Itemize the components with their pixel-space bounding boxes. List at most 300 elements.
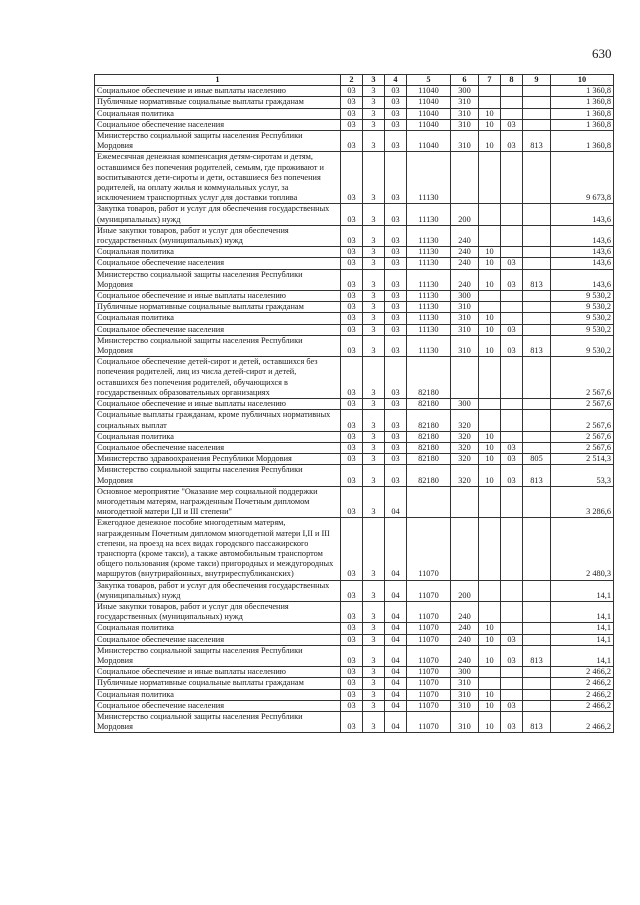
row-cell bbox=[501, 399, 523, 410]
row-cell: 82180 bbox=[407, 357, 451, 399]
row-cell: 2 514,3 bbox=[551, 454, 614, 465]
row-cell: 03 bbox=[341, 700, 363, 711]
row-cell: 240 bbox=[451, 258, 479, 269]
row-label: Публичные нормативные социальные выплаты гражданам bbox=[95, 678, 341, 689]
row-cell: 10 bbox=[479, 131, 501, 152]
row-cell bbox=[523, 399, 551, 410]
row-cell bbox=[523, 152, 551, 204]
row-cell: 9 673,8 bbox=[551, 152, 614, 204]
row-cell: 240 bbox=[451, 645, 479, 666]
row-label: Ежегодное денежное пособие многодетным матерям, награжденным Почетным дипломом многодетной матери I,II и III степени, на проезд на всех видах городского пассажирского транспорта (кроме такси), а также автомобильным транспортом общего пользования (кроме такси) пригородных и междугородных маршрутов (внутрирайонных, внутриреспубликанских) bbox=[95, 518, 341, 580]
row-cell bbox=[523, 86, 551, 97]
row-cell: 11040 bbox=[407, 86, 451, 97]
row-cell bbox=[523, 324, 551, 335]
row-label: Министерство социальной защиты населения Республики Мордовия bbox=[95, 131, 341, 152]
row-cell: 2 567,6 bbox=[551, 442, 614, 453]
row-cell bbox=[479, 86, 501, 97]
row-cell: 310 bbox=[451, 711, 479, 732]
row-cell: 2 466,2 bbox=[551, 667, 614, 678]
row-cell: 1 360,8 bbox=[551, 108, 614, 119]
row-cell: 11070 bbox=[407, 623, 451, 634]
row-cell: 3 bbox=[363, 302, 385, 313]
row-cell: 14,1 bbox=[551, 645, 614, 666]
row-cell: 03 bbox=[385, 108, 407, 119]
budget-table bbox=[94, 74, 614, 733]
row-cell: 300 bbox=[451, 399, 479, 410]
row-cell: 03 bbox=[341, 689, 363, 700]
row-cell: 03 bbox=[341, 269, 363, 290]
row-cell: 04 bbox=[385, 678, 407, 689]
row-cell: 3 bbox=[363, 580, 385, 601]
row-label: Социальное обеспечение населения bbox=[95, 258, 341, 269]
row-cell: 813 bbox=[523, 645, 551, 666]
row-cell: 03 bbox=[341, 324, 363, 335]
table-row bbox=[95, 313, 614, 324]
row-cell: 04 bbox=[385, 711, 407, 732]
row-cell: 03 bbox=[341, 465, 363, 486]
row-cell: 11070 bbox=[407, 667, 451, 678]
row-cell: 03 bbox=[341, 454, 363, 465]
table-row bbox=[95, 324, 614, 335]
row-cell bbox=[501, 204, 523, 225]
row-cell: 10 bbox=[479, 269, 501, 290]
row-label: Социальное обеспечение и иные выплаты населению bbox=[95, 399, 341, 410]
row-cell bbox=[479, 152, 501, 204]
row-cell: 03 bbox=[385, 152, 407, 204]
row-cell bbox=[479, 302, 501, 313]
row-cell: 11130 bbox=[407, 225, 451, 246]
table-row bbox=[95, 580, 614, 601]
row-cell: 11130 bbox=[407, 269, 451, 290]
row-cell bbox=[523, 700, 551, 711]
row-cell: 813 bbox=[523, 131, 551, 152]
row-cell: 10 bbox=[479, 442, 501, 453]
row-label: Социальное обеспечение населения bbox=[95, 700, 341, 711]
row-cell: 10 bbox=[479, 689, 501, 700]
row-cell: 11040 bbox=[407, 119, 451, 130]
row-label: Публичные нормативные социальные выплаты гражданам bbox=[95, 97, 341, 108]
row-cell: 03 bbox=[501, 335, 523, 356]
row-cell: 03 bbox=[385, 119, 407, 130]
row-cell: 143,6 bbox=[551, 247, 614, 258]
row-cell bbox=[501, 108, 523, 119]
table-row bbox=[95, 667, 614, 678]
row-cell: 11070 bbox=[407, 711, 451, 732]
row-cell: 813 bbox=[523, 335, 551, 356]
row-label: Социальная политика bbox=[95, 108, 341, 119]
row-cell: 04 bbox=[385, 700, 407, 711]
row-cell: 143,6 bbox=[551, 225, 614, 246]
row-cell: 2 466,2 bbox=[551, 711, 614, 732]
row-cell bbox=[479, 601, 501, 622]
col-header: 6 bbox=[451, 75, 479, 86]
row-cell: 03 bbox=[341, 247, 363, 258]
row-label: Социальное обеспечение населения bbox=[95, 119, 341, 130]
row-cell bbox=[479, 399, 501, 410]
page-number: 630 bbox=[592, 46, 612, 61]
row-cell: 03 bbox=[341, 119, 363, 130]
row-cell: 3 bbox=[363, 667, 385, 678]
row-cell: 03 bbox=[385, 269, 407, 290]
row-label: Министерство социальной защиты населения Республики Мордовия bbox=[95, 645, 341, 666]
row-cell: 310 bbox=[451, 689, 479, 700]
row-cell: 03 bbox=[341, 335, 363, 356]
row-cell: 11130 bbox=[407, 152, 451, 204]
row-cell: 3 bbox=[363, 247, 385, 258]
row-cell: 82180 bbox=[407, 431, 451, 442]
row-cell: 03 bbox=[501, 711, 523, 732]
row-cell: 03 bbox=[341, 313, 363, 324]
row-label: Публичные нормативные социальные выплаты гражданам bbox=[95, 302, 341, 313]
table-row bbox=[95, 86, 614, 97]
row-cell: 03 bbox=[341, 204, 363, 225]
row-cell: 310 bbox=[451, 302, 479, 313]
col-header: 2 bbox=[341, 75, 363, 86]
row-cell: 310 bbox=[451, 119, 479, 130]
row-cell bbox=[501, 431, 523, 442]
row-cell: 10 bbox=[479, 454, 501, 465]
row-cell: 813 bbox=[523, 269, 551, 290]
row-cell bbox=[523, 580, 551, 601]
row-cell bbox=[451, 486, 479, 518]
row-cell: 10 bbox=[479, 634, 501, 645]
row-cell: 3 bbox=[363, 291, 385, 302]
row-cell: 3 bbox=[363, 486, 385, 518]
row-cell bbox=[523, 634, 551, 645]
row-cell: 3 bbox=[363, 689, 385, 700]
row-cell: 03 bbox=[385, 324, 407, 335]
row-cell: 82180 bbox=[407, 465, 451, 486]
row-cell: 320 bbox=[451, 431, 479, 442]
row-cell: 9 530,2 bbox=[551, 291, 614, 302]
row-cell: 2 567,6 bbox=[551, 410, 614, 431]
row-cell: 10 bbox=[479, 711, 501, 732]
row-cell: 03 bbox=[341, 357, 363, 399]
row-cell: 14,1 bbox=[551, 601, 614, 622]
row-cell: 10 bbox=[479, 258, 501, 269]
row-cell: 03 bbox=[341, 131, 363, 152]
table-row bbox=[95, 399, 614, 410]
col-header: 4 bbox=[385, 75, 407, 86]
row-cell: 03 bbox=[501, 324, 523, 335]
row-cell: 3 bbox=[363, 131, 385, 152]
row-cell: 03 bbox=[385, 454, 407, 465]
table-row bbox=[95, 689, 614, 700]
row-cell bbox=[501, 689, 523, 700]
table-row bbox=[95, 486, 614, 518]
row-cell: 03 bbox=[341, 442, 363, 453]
row-cell: 200 bbox=[451, 204, 479, 225]
row-cell: 82180 bbox=[407, 442, 451, 453]
row-cell: 3 bbox=[363, 324, 385, 335]
table-row bbox=[95, 247, 614, 258]
row-cell: 03 bbox=[341, 108, 363, 119]
table-row bbox=[95, 97, 614, 108]
row-cell bbox=[451, 518, 479, 580]
row-cell: 03 bbox=[385, 291, 407, 302]
row-cell: 310 bbox=[451, 131, 479, 152]
row-cell bbox=[501, 667, 523, 678]
row-cell: 3 bbox=[363, 119, 385, 130]
row-cell: 2 567,6 bbox=[551, 357, 614, 399]
row-cell: 10 bbox=[479, 465, 501, 486]
row-cell: 3 bbox=[363, 225, 385, 246]
table-row bbox=[95, 258, 614, 269]
row-cell: 14,1 bbox=[551, 580, 614, 601]
row-cell: 10 bbox=[479, 623, 501, 634]
row-cell: 03 bbox=[501, 258, 523, 269]
row-cell bbox=[501, 410, 523, 431]
row-cell: 2 567,6 bbox=[551, 431, 614, 442]
row-cell: 3 286,6 bbox=[551, 486, 614, 518]
row-cell: 9 530,2 bbox=[551, 335, 614, 356]
col-header: 5 bbox=[407, 75, 451, 86]
row-cell: 82180 bbox=[407, 410, 451, 431]
row-label: Социальное обеспечение населения bbox=[95, 634, 341, 645]
row-cell: 03 bbox=[385, 357, 407, 399]
row-cell: 3 bbox=[363, 410, 385, 431]
row-cell: 2 466,2 bbox=[551, 700, 614, 711]
row-cell bbox=[501, 601, 523, 622]
row-cell: 3 bbox=[363, 634, 385, 645]
row-cell: 320 bbox=[451, 465, 479, 486]
row-cell: 11070 bbox=[407, 700, 451, 711]
table-header-row bbox=[95, 75, 614, 86]
row-cell: 14,1 bbox=[551, 623, 614, 634]
row-cell: 03 bbox=[341, 634, 363, 645]
row-cell bbox=[501, 247, 523, 258]
row-cell: 3 bbox=[363, 108, 385, 119]
row-cell bbox=[523, 601, 551, 622]
row-cell: 03 bbox=[385, 465, 407, 486]
row-cell: 04 bbox=[385, 667, 407, 678]
row-cell bbox=[523, 291, 551, 302]
row-cell: 10 bbox=[479, 324, 501, 335]
row-label: Социальное обеспечение и иные выплаты населению bbox=[95, 667, 341, 678]
row-cell: 03 bbox=[385, 225, 407, 246]
row-cell: 310 bbox=[451, 313, 479, 324]
table-row bbox=[95, 291, 614, 302]
row-cell: 3 bbox=[363, 601, 385, 622]
row-cell: 03 bbox=[341, 97, 363, 108]
row-cell: 03 bbox=[385, 442, 407, 453]
row-label: Министерство здравоохранения Республики Мордовия bbox=[95, 454, 341, 465]
row-cell: 300 bbox=[451, 86, 479, 97]
row-cell: 04 bbox=[385, 645, 407, 666]
row-cell bbox=[523, 678, 551, 689]
row-cell: 03 bbox=[385, 335, 407, 356]
row-cell bbox=[479, 580, 501, 601]
row-cell bbox=[523, 258, 551, 269]
row-cell bbox=[523, 302, 551, 313]
row-cell: 03 bbox=[341, 399, 363, 410]
row-cell bbox=[501, 678, 523, 689]
row-cell: 03 bbox=[501, 465, 523, 486]
row-cell: 03 bbox=[501, 634, 523, 645]
row-cell: 03 bbox=[341, 486, 363, 518]
table-row bbox=[95, 269, 614, 290]
row-cell: 10 bbox=[479, 108, 501, 119]
row-cell: 2 466,2 bbox=[551, 689, 614, 700]
row-cell bbox=[501, 302, 523, 313]
table-row bbox=[95, 302, 614, 313]
row-cell bbox=[479, 486, 501, 518]
table-row bbox=[95, 645, 614, 666]
row-cell: 3 bbox=[363, 454, 385, 465]
row-cell: 3 bbox=[363, 623, 385, 634]
row-cell: 04 bbox=[385, 634, 407, 645]
row-cell: 10 bbox=[479, 119, 501, 130]
row-cell bbox=[451, 152, 479, 204]
row-cell: 3 bbox=[363, 465, 385, 486]
row-cell: 04 bbox=[385, 580, 407, 601]
row-cell: 3 bbox=[363, 678, 385, 689]
row-label: Социальная политика bbox=[95, 689, 341, 700]
row-cell: 3 bbox=[363, 258, 385, 269]
row-cell bbox=[523, 313, 551, 324]
row-label: Социальная политика bbox=[95, 431, 341, 442]
row-label: Социальное обеспечение и иные выплаты населению bbox=[95, 86, 341, 97]
table-row bbox=[95, 442, 614, 453]
row-cell bbox=[501, 518, 523, 580]
row-cell: 11130 bbox=[407, 204, 451, 225]
row-cell bbox=[523, 97, 551, 108]
row-cell: 10 bbox=[479, 335, 501, 356]
row-cell: 143,6 bbox=[551, 269, 614, 290]
row-cell: 03 bbox=[385, 86, 407, 97]
col-header: 7 bbox=[479, 75, 501, 86]
row-cell: 240 bbox=[451, 634, 479, 645]
row-cell bbox=[501, 357, 523, 399]
row-cell bbox=[451, 357, 479, 399]
table-row bbox=[95, 454, 614, 465]
row-cell bbox=[523, 442, 551, 453]
row-cell: 240 bbox=[451, 225, 479, 246]
row-cell: 03 bbox=[501, 442, 523, 453]
row-cell bbox=[501, 291, 523, 302]
row-cell: 3 bbox=[363, 313, 385, 324]
row-cell: 82180 bbox=[407, 399, 451, 410]
row-cell: 11070 bbox=[407, 634, 451, 645]
row-label: Основное мероприятие "Оказание мер социальной поддержки многодетным матерям, награжденным Почетным дипломом многодетной матери I,II и III степени" bbox=[95, 486, 341, 518]
table-row bbox=[95, 204, 614, 225]
row-cell bbox=[501, 623, 523, 634]
row-cell: 240 bbox=[451, 623, 479, 634]
row-cell: 2 480,3 bbox=[551, 518, 614, 580]
row-cell: 11070 bbox=[407, 645, 451, 666]
table-row bbox=[95, 131, 614, 152]
row-cell bbox=[479, 667, 501, 678]
row-cell: 03 bbox=[341, 580, 363, 601]
row-cell: 310 bbox=[451, 700, 479, 711]
row-cell: 03 bbox=[501, 645, 523, 666]
row-cell: 320 bbox=[451, 410, 479, 431]
row-cell: 310 bbox=[451, 335, 479, 356]
table-row bbox=[95, 518, 614, 580]
row-cell: 03 bbox=[385, 431, 407, 442]
row-cell bbox=[501, 580, 523, 601]
row-cell: 10 bbox=[479, 700, 501, 711]
row-cell bbox=[523, 108, 551, 119]
row-cell: 03 bbox=[385, 204, 407, 225]
row-cell: 11130 bbox=[407, 313, 451, 324]
row-cell bbox=[523, 623, 551, 634]
row-cell: 03 bbox=[341, 601, 363, 622]
row-cell bbox=[523, 486, 551, 518]
row-cell: 03 bbox=[385, 313, 407, 324]
row-cell: 143,6 bbox=[551, 204, 614, 225]
row-label: Социальное обеспечение детей-сирот и детей, оставшихся без попечения родителей, лиц из числа детей-сирот и детей, оставшихся без попечения родителей, обучающихся в государственных образовательных организациях bbox=[95, 357, 341, 399]
table-row bbox=[95, 410, 614, 431]
row-cell: 9 530,2 bbox=[551, 324, 614, 335]
row-cell: 03 bbox=[501, 131, 523, 152]
row-cell: 04 bbox=[385, 689, 407, 700]
table-row bbox=[95, 431, 614, 442]
row-cell bbox=[523, 431, 551, 442]
row-cell: 310 bbox=[451, 108, 479, 119]
table-row bbox=[95, 700, 614, 711]
row-cell bbox=[523, 357, 551, 399]
table-row bbox=[95, 465, 614, 486]
row-cell: 03 bbox=[385, 399, 407, 410]
table-row bbox=[95, 335, 614, 356]
row-cell: 3 bbox=[363, 152, 385, 204]
row-cell: 310 bbox=[451, 324, 479, 335]
row-cell: 03 bbox=[385, 247, 407, 258]
row-cell bbox=[479, 410, 501, 431]
row-cell: 14,1 bbox=[551, 634, 614, 645]
col-header: 10 bbox=[551, 75, 614, 86]
row-label: Иные закупки товаров, работ и услуг для обеспечения государственных (муниципальных) нужд bbox=[95, 601, 341, 622]
row-cell: 04 bbox=[385, 518, 407, 580]
row-cell: 03 bbox=[341, 152, 363, 204]
row-cell: 11070 bbox=[407, 601, 451, 622]
row-cell bbox=[479, 678, 501, 689]
row-cell: 240 bbox=[451, 269, 479, 290]
row-cell: 03 bbox=[385, 302, 407, 313]
row-cell: 03 bbox=[341, 225, 363, 246]
row-cell bbox=[479, 518, 501, 580]
row-cell: 1 360,8 bbox=[551, 119, 614, 130]
row-cell: 03 bbox=[341, 431, 363, 442]
row-cell: 11130 bbox=[407, 247, 451, 258]
table-row bbox=[95, 623, 614, 634]
row-label: Министерство социальной защиты населения Республики Мордовия bbox=[95, 335, 341, 356]
row-cell bbox=[501, 152, 523, 204]
row-cell: 813 bbox=[523, 465, 551, 486]
row-cell bbox=[479, 97, 501, 108]
row-cell: 9 530,2 bbox=[551, 313, 614, 324]
row-cell: 10 bbox=[479, 247, 501, 258]
row-cell bbox=[523, 667, 551, 678]
row-cell: 53,3 bbox=[551, 465, 614, 486]
row-cell bbox=[523, 689, 551, 700]
row-cell bbox=[479, 204, 501, 225]
row-label: Закупка товаров, работ и услуг для обеспечения государственных (муниципальных) нужд bbox=[95, 580, 341, 601]
col-header: 9 bbox=[523, 75, 551, 86]
row-cell: 03 bbox=[341, 667, 363, 678]
row-cell: 04 bbox=[385, 486, 407, 518]
row-cell: 1 360,8 bbox=[551, 131, 614, 152]
row-label: Социальное обеспечение населения bbox=[95, 324, 341, 335]
row-cell: 82180 bbox=[407, 454, 451, 465]
row-cell bbox=[479, 225, 501, 246]
row-cell: 3 bbox=[363, 97, 385, 108]
row-cell: 3 bbox=[363, 700, 385, 711]
table-row bbox=[95, 634, 614, 645]
row-label: Социальное обеспечение населения bbox=[95, 442, 341, 453]
row-cell: 11130 bbox=[407, 302, 451, 313]
